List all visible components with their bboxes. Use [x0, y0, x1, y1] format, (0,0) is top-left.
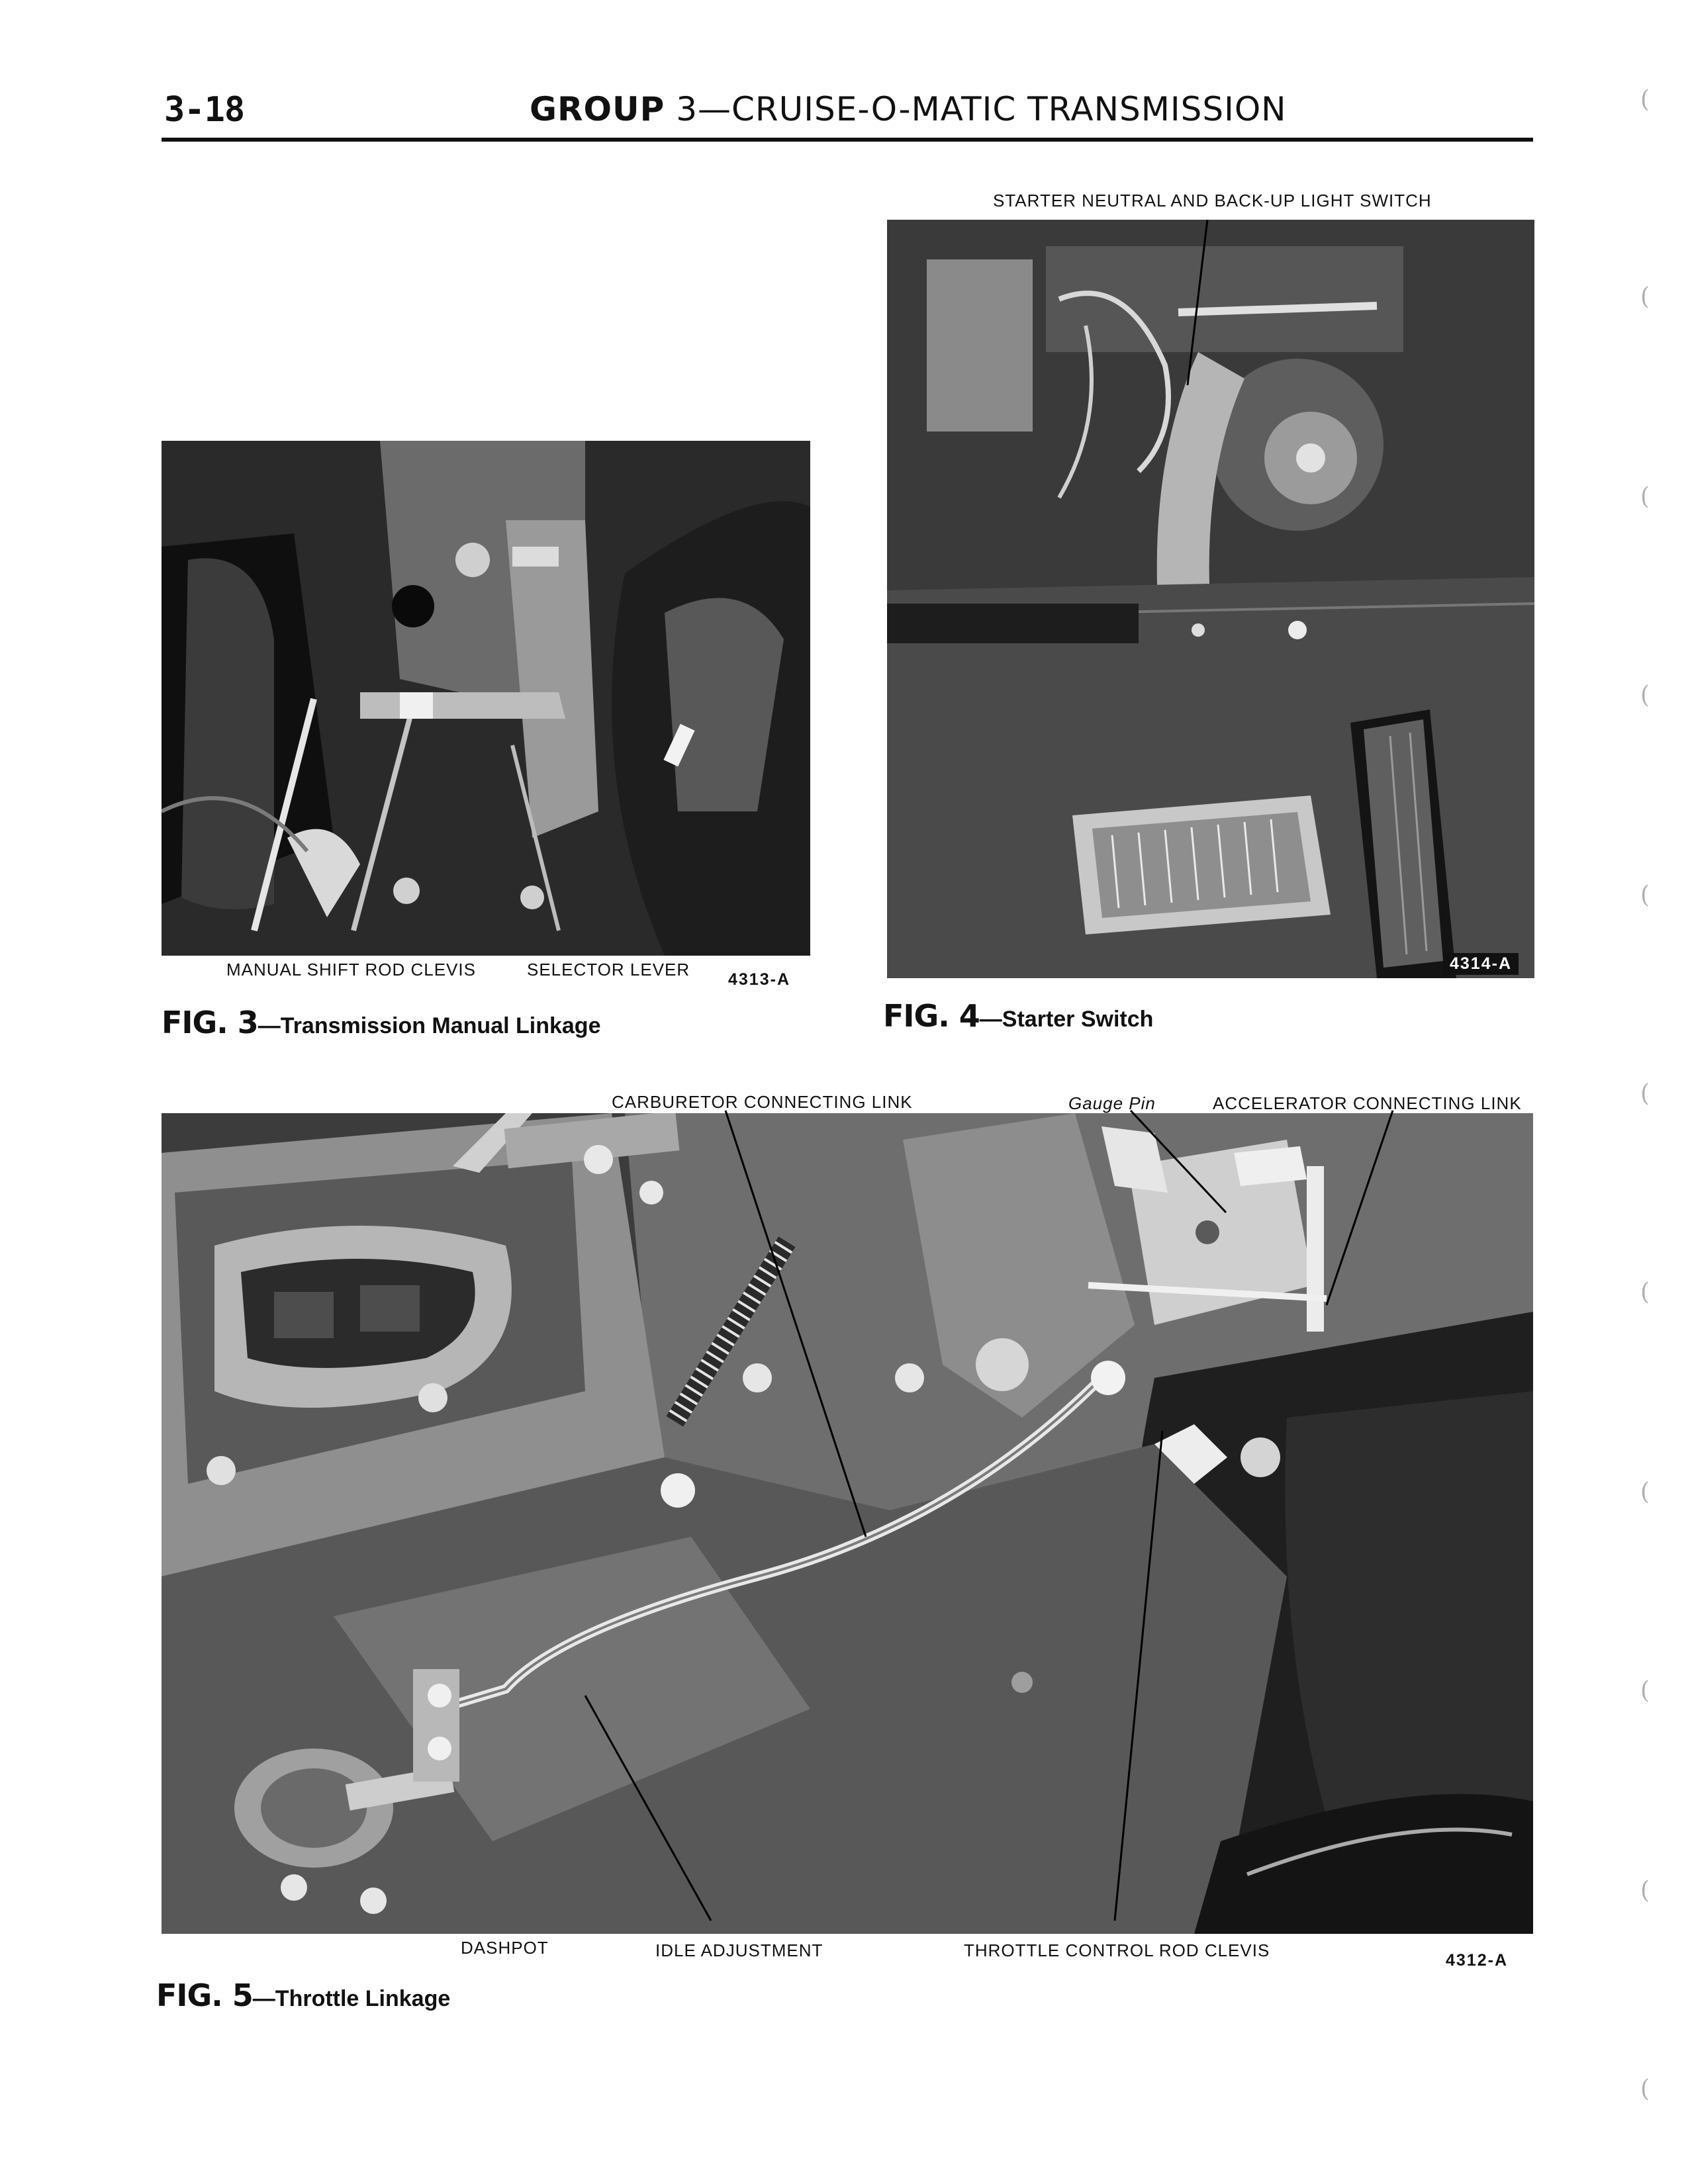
margin-mark: (	[1640, 1677, 1650, 1704]
leader-starter-switch	[1188, 220, 1207, 385]
margin-mark: (	[1640, 86, 1650, 113]
leader-carburetor-link	[726, 1111, 866, 1537]
fig3-caption	[162, 1005, 600, 1040]
leader-gauge-pin	[1131, 1111, 1226, 1212]
header-rule	[162, 138, 1533, 142]
margin-mark: (	[1640, 283, 1650, 310]
leader-accelerator-link	[1327, 1111, 1393, 1305]
margin-mark: (	[1640, 882, 1650, 909]
callout-idle-adjustment: IDLE ADJUSTMENT	[655, 1940, 823, 1960]
fig3-photo	[162, 441, 810, 956]
margin-mark: (	[1640, 2075, 1650, 2103]
margin-mark: (	[1640, 1279, 1650, 1306]
callout-throttle-control-rod-clevis: THROTTLE CONTROL ROD CLEVIS	[964, 1940, 1270, 1960]
callout-selector-lever: SELECTOR LEVER	[527, 960, 690, 979]
fig5-photo-id: 4312-A	[1446, 1951, 1508, 1970]
callout-manual-shift-rod-clevis: MANUAL SHIFT ROD CLEVIS	[226, 960, 476, 979]
fig3-photo-id: 4313-A	[728, 970, 790, 989]
leader-throttle-rod-clevis	[1115, 1431, 1162, 1921]
fig3-photo-illustration	[162, 441, 810, 956]
callout-gauge-pin: Gauge Pin	[1068, 1093, 1156, 1113]
margin-mark: (	[1640, 1479, 1650, 1506]
margin-mark: (	[1640, 483, 1650, 510]
page-title-group: GROUP	[530, 90, 665, 128]
leader-idle-adjustment	[585, 1696, 711, 1921]
fig5-number: FIG. 5	[156, 1978, 253, 2013]
fig3-title: —Transmission Manual Linkage	[258, 1013, 601, 1038]
page-number: 3-18	[164, 90, 245, 130]
fig4-title: —Starter Switch	[979, 1007, 1154, 1032]
margin-mark: (	[1640, 1877, 1650, 1904]
fig5-leader-lines	[162, 1107, 1533, 1967]
fig5-title: —Throttle Linkage	[252, 1986, 451, 2011]
margin-mark: (	[1640, 1080, 1650, 1107]
margin-mark: (	[1640, 682, 1650, 709]
callout-carburetor-connecting-link: CARBURETOR CONNECTING LINK	[612, 1092, 913, 1112]
fig4-leader-lines	[887, 220, 1534, 432]
fig3-number: FIG. 3	[162, 1005, 258, 1040]
page-title	[530, 90, 1287, 128]
fig4-caption	[883, 998, 1153, 1034]
callout-accelerator-connecting-link: ACCELERATOR CONNECTING LINK	[1213, 1093, 1522, 1113]
callout-dashpot: DASHPOT	[461, 1938, 549, 1958]
page-title-rest: 3—CRUISE-O-MATIC TRANSMISSION	[676, 90, 1287, 128]
fig5-caption	[156, 1978, 450, 2013]
fig4-photo-id: 4314-A	[1443, 953, 1519, 975]
callout-starter-switch: STARTER NEUTRAL AND BACK-UP LIGHT SWITCH	[993, 191, 1432, 210]
fig4-number: FIG. 4	[883, 998, 980, 1034]
